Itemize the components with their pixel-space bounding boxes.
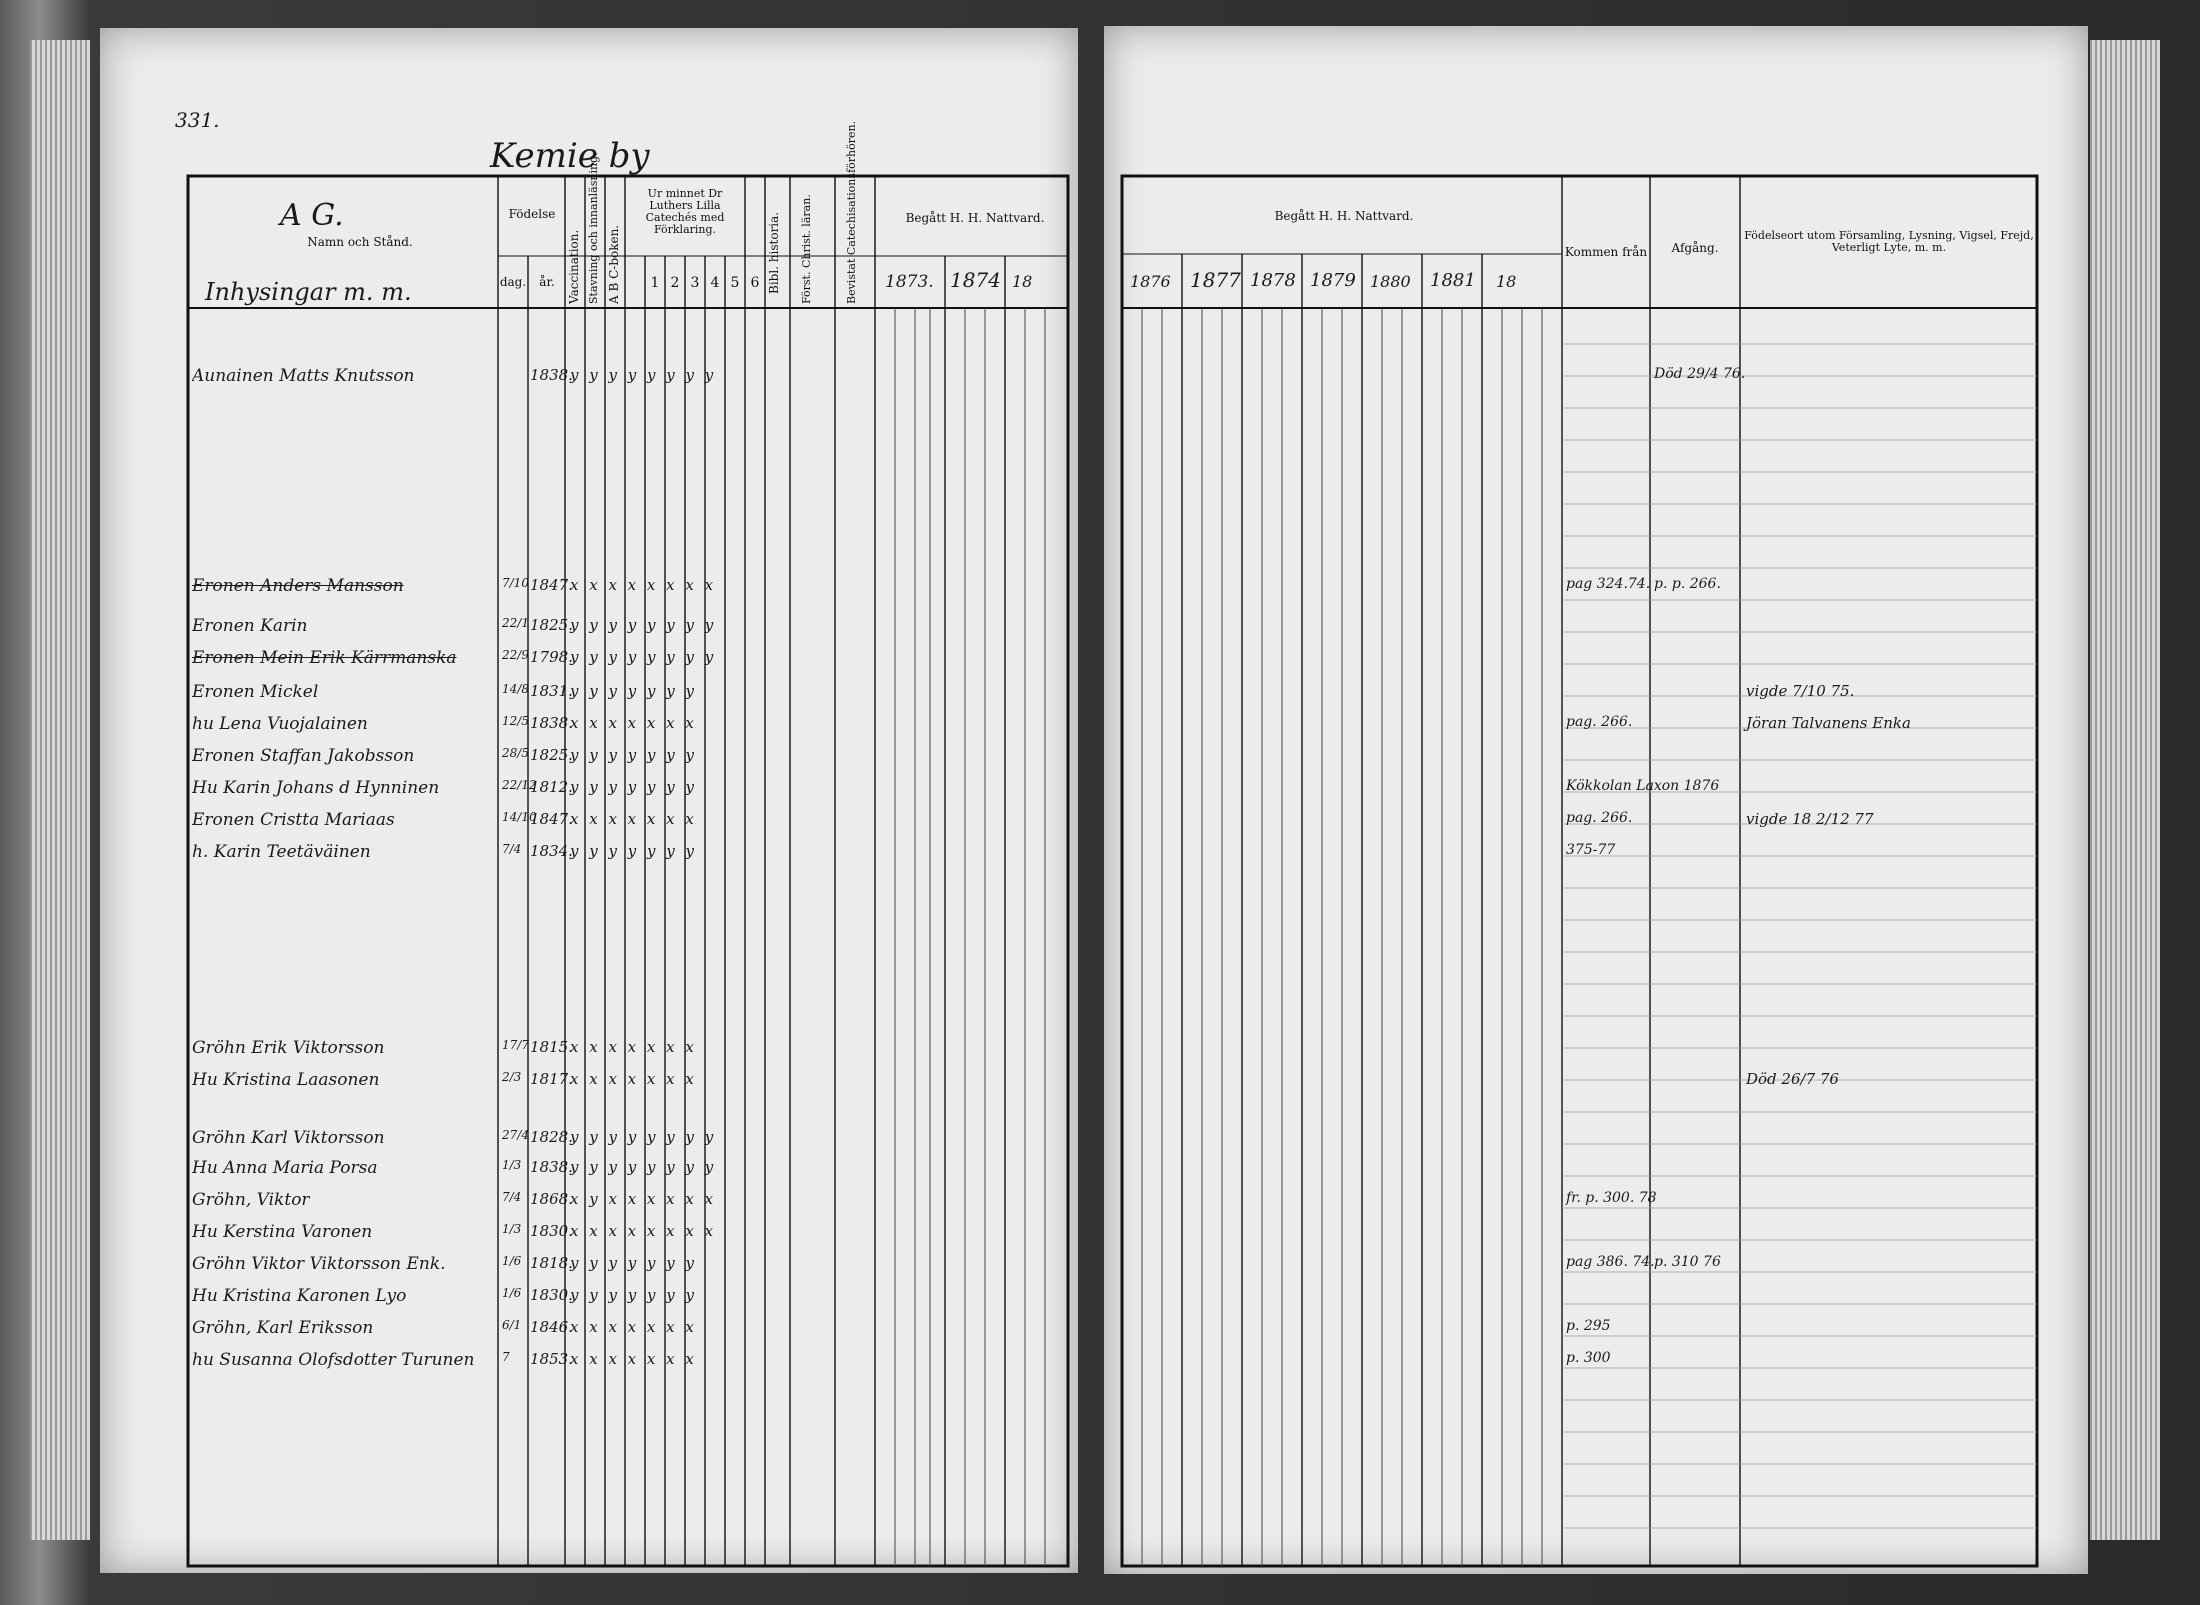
ar-header: år. [539,275,555,289]
catechism-part-4: 4 [710,275,720,291]
row-birth-year: 1830. [530,1286,573,1304]
row-birth-year: 1838. [530,366,573,384]
row-name: Gröhn, Karl Eriksson [192,1318,374,1338]
row-birth-day: 14/8 [502,682,529,696]
row-marks: x x x x x x x [570,810,697,828]
row-name: hu Lena Vuojalainen [192,714,368,734]
row-birth-year: 1846. [530,1318,573,1336]
note-kommen: 375-77 [1566,842,1616,858]
row-name: Eronen Staffan Jakobsson [192,746,415,766]
row-birth-year: 1838. [530,1158,573,1176]
note-afgang: p. p. 266. [1654,576,1721,592]
note-kommen: Kökkolan Laxon 1876 [1566,778,1720,794]
row-birth-day: 7/4 [502,1190,522,1204]
row-name: Hu Kristina Laasonen [192,1070,380,1090]
year-1881: 1881 [1430,270,1476,291]
row-birth-year: 1831. [530,682,573,700]
fodelse-header: Födelse [508,207,556,221]
year-1879: 1879 [1310,270,1356,291]
row-name: Hu Kerstina Varonen [192,1222,373,1242]
note-fodelse: Död 26/7 76 [1746,1070,1839,1088]
bibl-historia-header: Bibl. historia. [767,211,781,294]
kommen-fran-header: Kommen från [1564,245,1648,259]
note-kommen: pag 386. 74. [1566,1254,1655,1270]
row-marks: x x x x x x x [570,714,697,732]
stavning-header: Stavning och innanläsning. [587,152,600,304]
row-name: Gröhn Karl Viktorsson [192,1128,385,1148]
catechism-part-1: 1 [650,275,660,291]
year-1876: 1876 [1130,272,1171,291]
row-birth-day: 1/3 [502,1158,522,1172]
row-birth-year: 1825. [530,616,573,634]
page-number: 331. [175,108,220,132]
year-18-right: 18 [1496,272,1517,291]
row-birth-day: 7/4 [502,842,522,856]
row-birth-day: 1/6 [502,1286,522,1300]
row-name: hu Susanna Olofsdotter Turunen [192,1350,475,1370]
year-1877: 1877 [1190,268,1241,292]
dag-header: dag. [499,275,527,289]
row-birth-year: 1812. [530,778,573,796]
row-birth-day: 12/5 [502,714,529,728]
row-birth-day: 1/6 [502,1254,522,1268]
row-birth-year: 1828. [530,1128,573,1146]
row-name: Eronen Karin [192,616,308,636]
catechism-part-6: 6 [750,275,760,291]
row-birth-day: 6/1 [502,1318,522,1332]
year-18-left: 18 [1012,272,1033,291]
nattvard-header-left: Begått H. H. Nattvard. [905,211,1045,225]
village-title: Kemie by [490,136,650,176]
catechism-part-3: 3 [690,275,700,291]
year-1874: 1874 [950,268,1001,292]
row-name: Eronen Cristta Mariaas [192,810,395,830]
row-birth-day: 28/5 [502,746,529,760]
row-name: h. Karin Teetäväinen [192,842,371,862]
row-marks: x x x x x x x x [570,576,717,594]
forst-christ-header: Först. Christ. läran. [800,194,813,304]
note-kommen: fr. p. 300. 78 [1566,1190,1657,1206]
note-fodelse: vigde 18 2/12 77 [1746,810,1874,828]
row-marks: x x x x x x x x [570,1222,717,1240]
row-name: Aunainen Matts Knutsson [192,366,415,386]
row-birth-year: 1868. [530,1190,573,1208]
row-marks: x x x x x x x [570,1070,697,1088]
row-birth-year: 1838. [530,714,573,732]
note-kommen: pag. 266. [1566,714,1633,730]
note-afgang: p. 310 76 [1654,1254,1721,1270]
row-birth-year: 1798. [530,648,573,666]
row-name: Eronen Mickel [192,682,319,702]
row-marks: x x x x x x x [570,1350,697,1368]
row-marks: y y y y y y y [570,842,697,860]
catechism-part-5: 5 [730,275,740,291]
row-birth-day: 14/10 [502,810,537,824]
name-column-header: Namn och Stånd. [307,235,413,249]
row-birth-day: 17/7 [502,1038,529,1052]
row-birth-day: 22/9 [502,648,529,662]
row-marks: y y y y y y y y [570,1128,717,1146]
row-birth-day: 22/1 [502,616,529,630]
catechism-header: Ur minnet Dr Luthers Lilla Catechés med Förklaring. [645,187,725,237]
row-name: Hu Karin Johans d Hynninen [192,778,440,798]
row-marks: y y y y y y y [570,746,697,764]
nattvard-header-right: Begått H. H. Nattvard. [1274,209,1414,223]
catechisation-header: Bevistat Catechisationsförhören. [845,120,858,304]
row-birth-year: 1834. [530,842,573,860]
vaccination-header: Vaccination. [567,229,581,304]
row-marks: x x x x x x x [570,1038,697,1056]
name-column-subheader: Inhysingar m. m. [205,278,412,306]
left-page-edges [30,40,90,1540]
note-fodelse: Jöran Talvanens Enka [1746,714,1911,732]
note-kommen: p. 300 [1566,1350,1611,1366]
right-page [1104,26,2088,1574]
row-birth-day: 1/3 [502,1222,522,1236]
row-marks: y y y y y y y [570,778,697,796]
row-name: Gröhn Erik Viktorsson [192,1038,385,1058]
row-birth-year: 1818. [530,1254,573,1272]
row-name: Gröhn Viktor Viktorsson Enk. [192,1254,446,1274]
row-name: Hu Anna Maria Porsa [192,1158,378,1178]
catechism-part-2: 2 [670,275,680,291]
row-birth-day: 22/12 [502,778,537,792]
note-kommen: pag. 266. [1566,810,1633,826]
row-birth-day: 2/3 [502,1070,522,1084]
row-birth-year: 1815. [530,1038,573,1056]
row-birth-year: 1830. [530,1222,573,1240]
abc-header: A B C-boken. [607,224,621,304]
year-1878: 1878 [1250,270,1296,291]
row-birth-year: 1847. [530,810,573,828]
row-marks: y y y y y y y y [570,366,717,384]
name-column-handwritten-header: A G. [280,198,344,233]
right-page-edges [2090,40,2160,1540]
left-page [100,28,1078,1573]
row-marks: y y y y y y y y [570,1158,717,1176]
row-marks: x y x x x x x x [570,1190,717,1208]
note-afgang: Död 29/4 76. [1654,366,1746,382]
year-1880: 1880 [1370,272,1411,291]
note-kommen: p. 295 [1566,1318,1611,1334]
fodelseort-header: Födelseort utom Församling, Lysning, Vigsel, Frejd, Veterligt Lyte, m. m. [1744,229,2034,255]
row-birth-day: 27/4 [502,1128,529,1142]
row-birth-year: 1853. [530,1350,573,1368]
note-kommen: pag 324.74. [1566,576,1651,592]
row-marks: y y y y y y y y [570,616,717,634]
row-marks: y y y y y y y y [570,648,717,666]
row-marks: y y y y y y y [570,1254,697,1272]
row-marks: y y y y y y y [570,1286,697,1304]
row-birth-day: 7 [502,1350,510,1364]
row-name: Eronen Anders Mansson [192,576,404,596]
row-marks: x x x x x x x [570,1318,697,1336]
row-name: Eronen Mein Erik Kärrmanska [192,648,457,668]
row-name: Hu Kristina Karonen Lyo [192,1286,407,1306]
row-birth-year: 1817. [530,1070,573,1088]
note-fodelse: vigde 7/10 75. [1746,682,1855,700]
row-birth-year: 1825. [530,746,573,764]
year-1873: 1873. [885,272,934,292]
afgang-header: Afgång. [1671,241,1719,255]
row-marks: y y y y y y y [570,682,697,700]
row-birth-year: 1847. [530,576,573,594]
row-name: Gröhn, Viktor [192,1190,310,1210]
row-birth-day: 7/10 [502,576,529,590]
